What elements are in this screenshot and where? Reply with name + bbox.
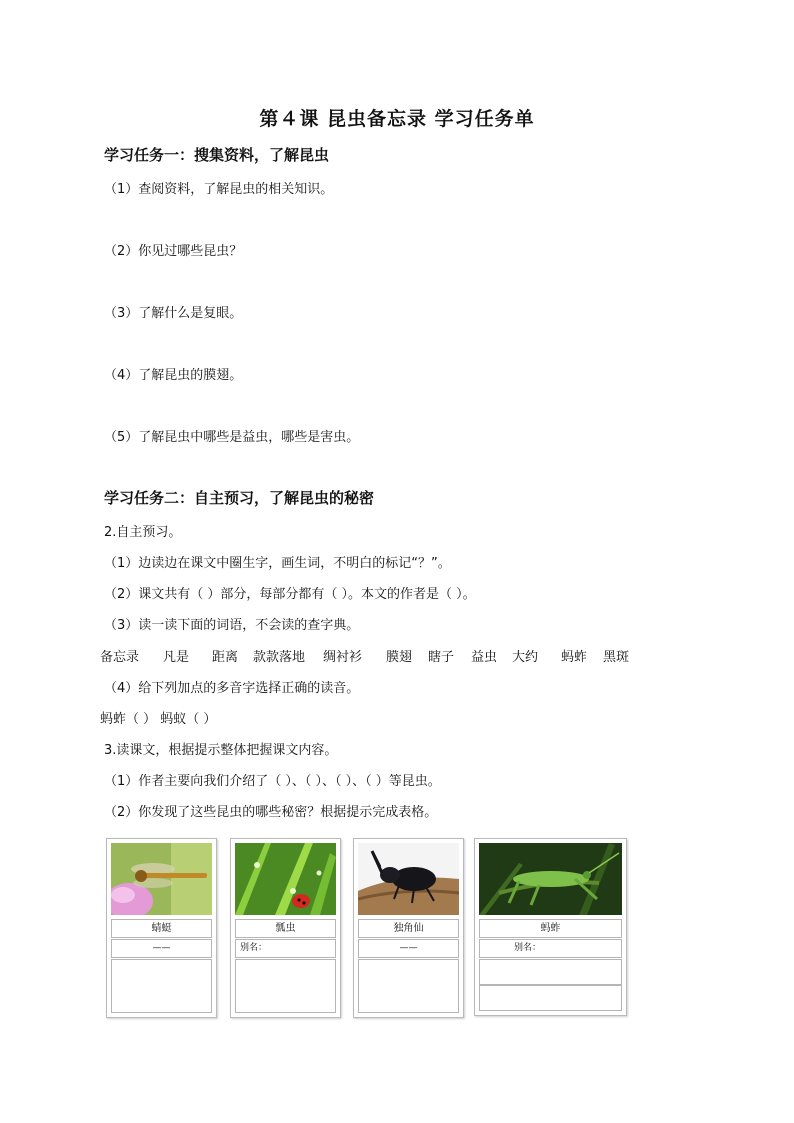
- vocab-word: 款款落地: [253, 650, 306, 665]
- notes-cell: [479, 985, 622, 1011]
- task1-item: （1）查阅资料，了解昆虫的相关知识。: [104, 182, 334, 197]
- alias-field: 别名：: [479, 939, 622, 958]
- question-text: （4）给下列加点的多音字选择正确的读音。: [104, 681, 360, 696]
- vocab-word: 黑斑: [603, 650, 630, 665]
- vocab-word: 凡是: [163, 650, 190, 665]
- task2-heading: 学习任务二：自主预习，了解昆虫的秘密: [104, 489, 375, 507]
- insect-name: 独角仙: [358, 919, 459, 938]
- insect-card-ladybug: [230, 838, 341, 1018]
- ladybug-photo: [235, 843, 336, 915]
- task1-item: （5）了解昆虫中哪些是益虫，哪些是害虫。: [104, 430, 360, 445]
- insect-card-grasshopper: [474, 838, 627, 1016]
- vocab-word: 大约: [512, 650, 539, 665]
- task1-item: （2）你见过哪些昆虫？: [104, 244, 243, 259]
- question-text: （3）读一读下面的词语，不会读的查字典。: [104, 618, 360, 633]
- insect-card-dragonfly: [106, 838, 217, 1018]
- notes-cell: [235, 959, 336, 1013]
- grasshopper-photo: [479, 843, 622, 915]
- question-text: （1）作者主要向我们介绍了（ ）、（ ）、（ ）、（ ）等昆虫。: [104, 774, 441, 789]
- task1-heading: 学习任务一：搜集资料，了解昆虫: [104, 146, 330, 164]
- page-title: 第４课 昆虫备忘录 学习任务单: [259, 108, 535, 130]
- question-text: （2）课文共有（ ）部分，每部分都有（ ）。本文的作者是（ ）。: [104, 587, 476, 602]
- task1-item: （4）了解昆虫的膜翅。: [104, 368, 243, 383]
- dragonfly-photo: [111, 843, 212, 915]
- notes-cell: [479, 959, 622, 985]
- question-text: （2）你发现了这些昆虫的哪些秘密？根据提示完成表格。: [104, 805, 438, 820]
- vocab-word: 绸衬衫: [323, 650, 363, 665]
- vocab-word: 距离: [212, 650, 239, 665]
- insect-card-beetle: [353, 838, 464, 1018]
- pronunciation-answer: 蚂蚱（ ） 蚂蚁（ ）: [100, 712, 217, 727]
- alias-field: 别名：: [235, 939, 336, 958]
- alias-field: ——: [111, 939, 212, 958]
- notes-cell: [111, 959, 212, 1013]
- insect-name: 蚂蚱: [479, 919, 622, 938]
- vocab-word: 蚂蚱: [561, 650, 588, 665]
- question-text: （1）边读边在课文中圈生字，画生词，不明白的标记“？”。: [104, 556, 451, 571]
- vocab-word: 备忘录: [100, 650, 140, 665]
- beetle-photo: [358, 843, 459, 915]
- section-3-label: 3.读课文，根据提示整体把握课文内容。: [104, 743, 338, 758]
- insect-name: 蜻蜓: [111, 919, 212, 938]
- vocab-word: 益虫: [471, 650, 498, 665]
- section-2-label: 2.自主预习。: [104, 525, 182, 540]
- notes-cell: [358, 959, 459, 1013]
- vocab-word: 膜翅: [386, 650, 413, 665]
- task1-item: （3）了解什么是复眼。: [104, 306, 243, 321]
- vocab-word: 瞎子: [428, 650, 455, 665]
- alias-field: ——: [358, 939, 459, 958]
- insect-name: 瓢虫: [235, 919, 336, 938]
